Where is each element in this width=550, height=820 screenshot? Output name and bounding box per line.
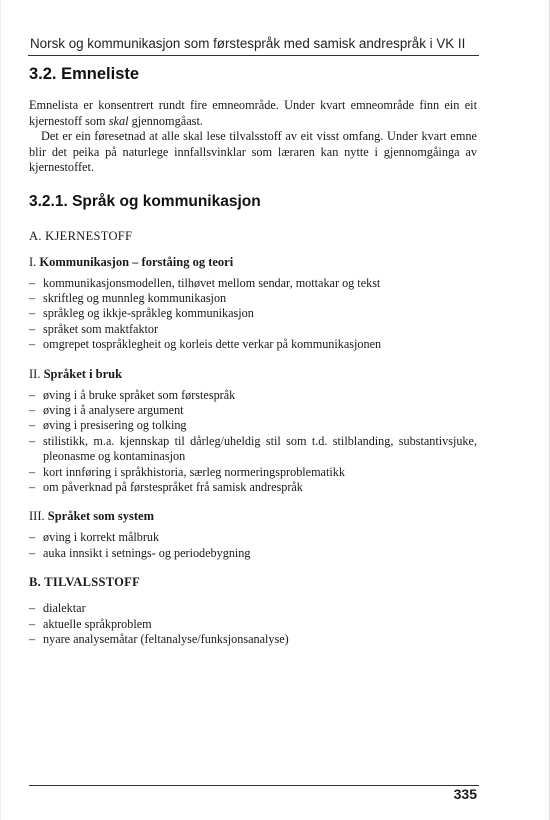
dash-mark: – bbox=[29, 616, 36, 631]
list-item-text: om påverknad på førstespråket frå samisk andrespråk bbox=[43, 479, 303, 494]
subsection-title: 3.2.1. Språk og kommunikasjon bbox=[29, 192, 261, 210]
list-item bbox=[29, 388, 477, 403]
group-2-title: Språket i bruk bbox=[43, 366, 123, 381]
group-2-list bbox=[29, 388, 477, 496]
list-item-text: kommunikasjonsmodellen, tilhøvet mellom sendar, mottakar og tekst bbox=[43, 275, 381, 290]
dash-mark: – bbox=[29, 464, 36, 479]
list-item bbox=[29, 403, 477, 418]
dash-mark: – bbox=[29, 290, 36, 305]
list-item-text: øving i å bruke språket som førstespråk bbox=[43, 387, 236, 402]
list-item-text: øving i presisering og tolking bbox=[43, 418, 187, 433]
dash-mark: – bbox=[29, 433, 36, 448]
dash-mark: – bbox=[29, 321, 36, 336]
group-1-title: Kommunikasjon – forståing og teori bbox=[39, 254, 234, 269]
intro-emphasis: skal bbox=[108, 113, 129, 128]
group-1-heading bbox=[29, 255, 477, 270]
header-rule bbox=[28, 55, 479, 56]
dash-mark: – bbox=[29, 306, 36, 321]
list-item bbox=[29, 530, 477, 545]
page-number: 335 bbox=[453, 786, 477, 802]
list-item bbox=[29, 291, 477, 306]
intro-paragraph-1 bbox=[29, 98, 477, 129]
group-1-number: I. bbox=[29, 254, 37, 269]
dash-mark: – bbox=[29, 275, 36, 290]
section-title: 3.2. Emneliste bbox=[29, 65, 140, 83]
group-1 bbox=[29, 255, 477, 353]
dash-mark: – bbox=[29, 479, 36, 494]
list-item-text: øving i korrekt målbruk bbox=[43, 530, 160, 545]
part-b-list bbox=[29, 601, 477, 647]
list-item-text: språkleg og ikkje-språkleg kommunikasjon bbox=[43, 306, 254, 321]
list-item-text: aktuelle språkproblem bbox=[43, 616, 152, 631]
list-item-text: auka innsikt i setnings- og periodebygning bbox=[43, 545, 251, 560]
list-item bbox=[29, 617, 477, 632]
list-item bbox=[29, 337, 477, 352]
list-item-text: stilistikk, m.a. kjennskap til dårleg/uheldig stil som t.d. stilblanding, substantivsjuke, pleonasme og kontaminasjon bbox=[43, 433, 477, 464]
page-content bbox=[29, 65, 477, 661]
dash-mark: – bbox=[29, 545, 36, 560]
list-item bbox=[29, 418, 477, 433]
group-3-title: Språket som system bbox=[47, 509, 154, 524]
dash-mark: – bbox=[29, 601, 36, 616]
intro-text-1a: Emnelista er konsentrert rundt fire emneområde. Under kvart emneområde finn ein eit kjernestoff som bbox=[29, 98, 477, 128]
list-item bbox=[29, 601, 477, 616]
dash-mark: – bbox=[29, 632, 36, 646]
list-item-text: språket som maktfaktor bbox=[43, 321, 159, 336]
list-item-text: dialektar bbox=[43, 601, 86, 616]
list-item bbox=[29, 434, 477, 465]
footer-rule bbox=[29, 785, 479, 786]
dash-mark: – bbox=[29, 402, 36, 417]
list-item-text: omgrepet tospråklegheit og korleis dette verkar på kommunikasjonen bbox=[43, 337, 382, 352]
list-item bbox=[29, 480, 477, 495]
group-2-number: II. bbox=[29, 366, 41, 381]
part-a-label: A. KJERNESTOFF bbox=[29, 228, 133, 243]
list-item-text: nyare analysemåtar (feltanalyse/funksjonsanalyse) bbox=[43, 632, 289, 646]
group-3-number: III. bbox=[29, 509, 45, 524]
group-3-list bbox=[29, 530, 477, 561]
group-1-list bbox=[29, 276, 477, 353]
list-item-text: øving i å analysere argument bbox=[43, 402, 184, 417]
list-item bbox=[29, 465, 477, 480]
intro-paragraph-2: Det er ein føresetnad at alle skal lese tilvalsstoff av eit visst omfang. Under kvart emne blir det peika på naturlege innfallsvinklar som læraren kan nytte i gjennomgåinga av kjernestoffet. bbox=[29, 129, 477, 174]
list-item bbox=[29, 632, 477, 647]
list-item bbox=[29, 306, 477, 321]
dash-mark: – bbox=[29, 337, 36, 352]
dash-mark: – bbox=[29, 418, 36, 433]
list-item bbox=[29, 276, 477, 291]
list-item-text: skriftleg og munnleg kommunikasjon bbox=[43, 290, 227, 305]
group-2 bbox=[29, 367, 477, 496]
dash-mark: – bbox=[29, 387, 36, 402]
group-3 bbox=[29, 509, 477, 561]
list-item bbox=[29, 546, 477, 561]
group-2-heading bbox=[29, 367, 477, 382]
part-b-label: B. TILVALSSTOFF bbox=[29, 575, 141, 590]
running-head: Norsk og kommunikasjon som førstespråk med samisk andrespråk i VK II bbox=[30, 36, 466, 51]
dash-mark: – bbox=[29, 530, 36, 545]
intro-text-1b: gjennomgåast. bbox=[128, 113, 203, 128]
list-item bbox=[29, 322, 477, 337]
group-3-heading bbox=[29, 509, 477, 524]
list-item-text: kort innføring i språkhistoria, særleg normeringsproblematikk bbox=[43, 464, 345, 479]
